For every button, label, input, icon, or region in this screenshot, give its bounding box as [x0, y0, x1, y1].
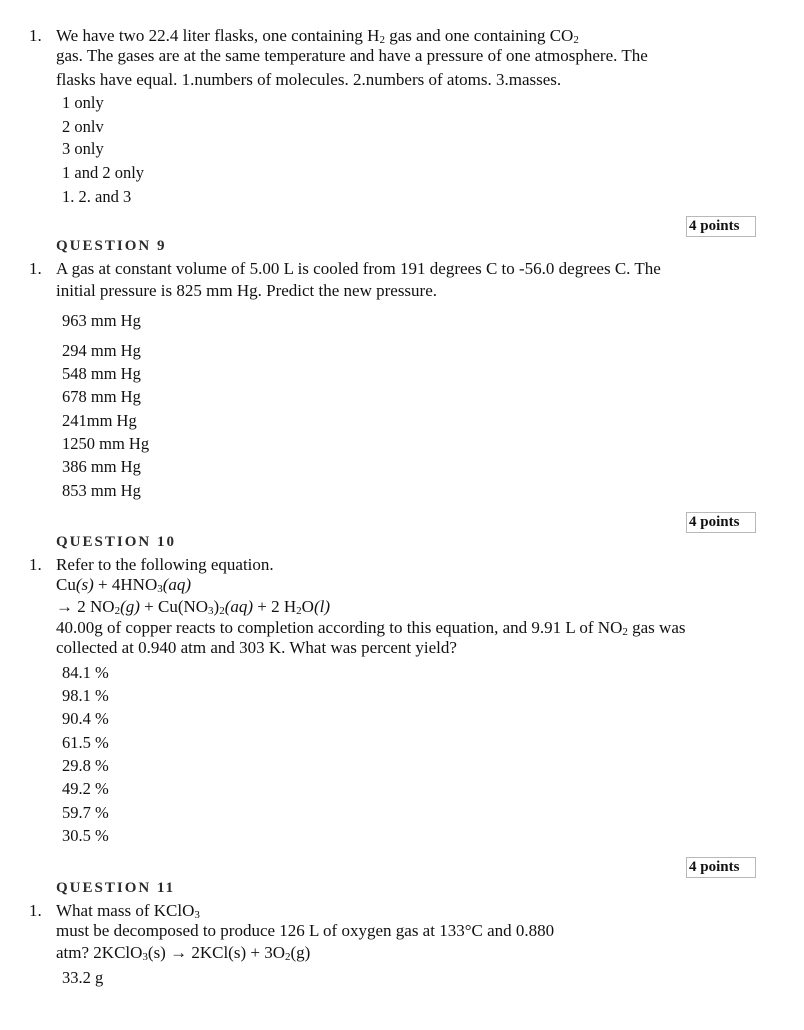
answer-option[interactable]: 90.4 % — [62, 709, 109, 728]
answer-option[interactable]: 963 mm Hg — [62, 311, 141, 330]
answer-option[interactable]: 84.1 % — [62, 663, 109, 682]
answer-option[interactable]: 1250 mm Hg — [62, 434, 150, 453]
answer-option[interactable]: 98.1 % — [62, 686, 109, 705]
answer-option[interactable]: 678 mm Hg — [62, 387, 141, 406]
item-number: 1. — [29, 555, 42, 574]
answer-option[interactable]: 49.2 % — [62, 779, 109, 798]
item-number: 1. — [29, 901, 42, 920]
question-text-line: atm? 2KClO$_3$(s) → $2KCl(s) + 3O_2(g)$ — [56, 943, 311, 963]
answer-option[interactable]: 1 only — [62, 93, 104, 112]
answer-option[interactable]: 3 only — [62, 139, 104, 158]
answer-option[interactable]: 386 mm Hg — [62, 457, 141, 476]
answer-option[interactable]: 294 mm Hg — [62, 341, 141, 360]
answer-option[interactable]: 853 mm Hg — [62, 481, 141, 500]
points-badge: 4 points — [686, 512, 756, 533]
answer-option[interactable]: 30.5 % — [62, 826, 109, 845]
question-text-line: 40.00g of copper reacts to completion according to this equation, and 9.91 L of $NO_2$ gas was — [56, 618, 686, 638]
answer-option[interactable]: 548 mm Hg — [62, 364, 141, 383]
question-text-line: initial pressure is 825 mm Hg. Predict the new pressure. — [56, 281, 438, 300]
item-number: 1. — [29, 26, 42, 45]
points-badge: 4 points — [686, 216, 756, 237]
question-text-line: must be decomposed to produce 126 L of oxygen gas at 133°C and 0.880 — [56, 921, 555, 940]
answer-option[interactable]: 59.7 % — [62, 803, 109, 822]
question-text-line: flasks have equal. 1.numbers of molecules. 2.numbers of atoms. 3.masses. — [56, 70, 562, 89]
question-text-line: Refer to the following equation. — [56, 555, 274, 574]
question-text-line: We have two 22.4 liter flasks, one containing $H_2$ gas and one containing $CO_2$ — [56, 26, 579, 46]
question-text-line: A gas at constant volume of 5.00 L is cooled from 191 degrees C to -56.0 degrees C. The — [56, 259, 661, 278]
answer-option[interactable]: 61.5 % — [62, 733, 109, 752]
question-text-line: collected at 0.940 atm and 303 K. What was percent yield? — [56, 638, 457, 657]
question-text-line: gas. The gases are at the same temperature and have a pressure of one atmosphere. The — [56, 46, 648, 65]
answer-option[interactable]: 2 onlv — [62, 117, 104, 136]
answer-option[interactable]: 33.2 g — [62, 968, 104, 987]
question-text-line: What mass of KClO$_3$ — [56, 901, 200, 921]
answer-option[interactable]: 1 and 2 only — [62, 163, 145, 182]
item-number: 1. — [29, 259, 42, 278]
answer-option[interactable]: 29.8 % — [62, 756, 109, 775]
question-header: QUESTION 11 — [56, 880, 176, 896]
equation-line: $Cu(s) + 4HNO_3(aq)$ — [56, 575, 192, 595]
answer-option[interactable]: 241mm Hg — [62, 411, 137, 430]
question-header: QUESTION 10 — [56, 534, 176, 550]
points-badge: 4 points — [686, 857, 756, 878]
answer-option[interactable]: 1. 2. and 3 — [62, 187, 132, 206]
equation-line: → 2 $NO_2(g) + Cu(NO_3)_2(aq) + 2$ $H_2O(l)$ — [56, 597, 330, 617]
question-header: QUESTION 9 — [56, 238, 167, 254]
